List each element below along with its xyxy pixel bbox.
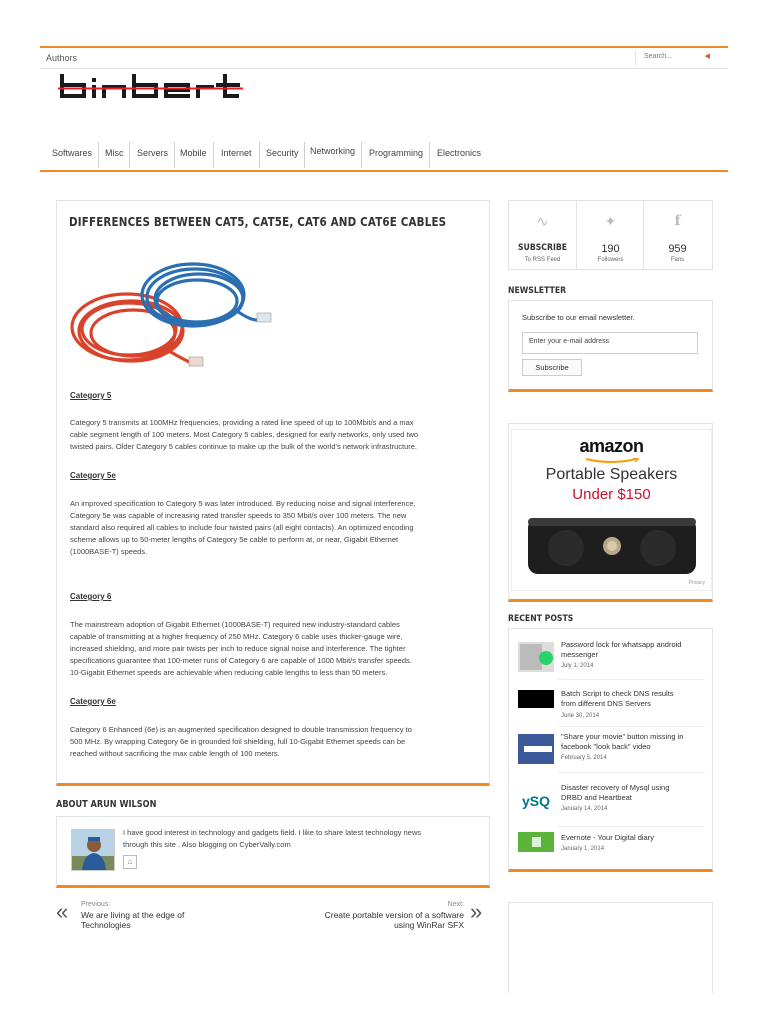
site-logo[interactable] [58,72,243,114]
recent-post-date: July 1, 2014 [561,663,594,669]
section-heading: Category 6e [70,697,116,706]
recent-post-date: February 5, 2014 [561,755,607,761]
authors-link[interactable]: Authors [46,53,78,63]
recent-post-date: January 1, 2014 [561,846,605,852]
recent-post-title: Batch Script to check DNS results from different DNS Servers [561,689,674,708]
about-author-title: ABOUT ARUN WILSON [56,799,157,810]
subscribe-button[interactable]: Subscribe [522,359,582,376]
cable-image [69,253,279,373]
nav-networking[interactable]: Networking [310,146,356,156]
author-avatar[interactable] [71,829,115,871]
post-title: DIFFERENCES BETWEEN CAT5, CAT5E, CAT6 AND CAT6E CABLES [69,215,447,229]
nav-softwares[interactable]: Softwares [52,148,93,158]
rss-subscribe[interactable]: ∿ SUBSCRIBE To RSS Feed [509,201,576,269]
chevron-right-icon[interactable]: » [470,899,483,924]
previous-post-link[interactable]: Previous: We are living at the edge of Technologies [81,901,185,930]
section-paragraph: An improved specification to Category 5 was later introduced. By reducing noise and signal interference, Category 5e was capable of increasing rated transfer speeds to 350 Mbit/s over 100 meters. The new standard also required all cables to include four twisted pairs (all eight contacts). An optimized encoding scheme allows up to 50-meter lengths of Category 5e cable to perform at, or near, Gigabit Ethernet (1000BASE-T) speeds. [70,499,416,556]
post-thumbnail [518,832,554,852]
amazon-logo: amazon [579,436,644,456]
recent-post-title: Password lock for whatsapp android messenger [561,640,682,659]
nav-electronics[interactable]: Electronics [437,148,482,158]
ad-headline: Portable Speakers [545,466,678,483]
search-submit-icon[interactable]: ◀ [704,53,710,60]
social-counter [508,200,713,270]
post-article [56,200,490,786]
twitter-followers[interactable]: ✦ 190 Followers [576,201,644,269]
search-input[interactable]: Search... [644,53,673,60]
post-thumbnail [518,734,554,764]
newsletter-widget [508,300,713,392]
rss-icon: ∿ [536,213,549,229]
post-thumbnail [518,690,554,708]
main-nav [40,140,728,172]
home-icon[interactable]: ⌂ [123,855,137,869]
email-field[interactable]: Enter your e-mail address [522,332,698,354]
recent-post-title: "Share your movie" button missing in facebook "look back" video [561,732,684,751]
next-post-link[interactable]: Next: Create portable version of a software using WinRar SFX [324,901,464,930]
speaker-image [526,512,698,578]
twitter-icon: ✦ [604,213,617,229]
section-heading: Category 5 [70,391,112,400]
top-bar [40,46,728,69]
newsletter-text: Subscribe to our email newsletter. [522,313,635,322]
facebook-fans[interactable]: f 959 Fans [643,201,711,269]
facebook-icon: f [674,213,681,229]
search-box[interactable] [635,50,728,66]
amazon-ad[interactable] [508,423,713,602]
ad-privacy[interactable]: Privacy [688,580,705,586]
post-thumbnail [518,782,554,812]
section-paragraph: Category 5 transmits at 100MHz frequencies, providing a rated line speed of up to 100Mbit/s and a max cable segment length of 100 meters. Most Category 5 cables, designed for early networks, only used two twisted pairs. Older Category 5 cables continue to make up the bulk of the world's network infrastructure. [70,418,419,451]
newsletter-title: NEWSLETTER [508,286,567,296]
sidebar-widget-empty [508,902,713,993]
chevron-left-icon[interactable]: « [56,899,69,924]
ad-price: Under $150 [572,486,651,503]
svg-text:ySQ: ySQ [522,793,551,809]
section-heading: Category 6 [70,592,112,601]
section-paragraph: The mainstream adoption of Gigabit Ethernet (1000BASE-T) required new industry-standard cables capable of transmitting at a higher frequency of 250 MHz. Category 6 cable uses thicker-gauge wire, increased shielding, and more pair twists per inch to reduce signal noise and interference. The tighter specifications guarantee that 100-meter runs of Category 6 are capable of 1000 Mbit/s transfer speeds. 10-Gigabit Ethernet speeds are achievable when reducing cable lengths to less than 50 meters. [70,620,412,677]
nav-misc[interactable]: Misc [105,148,124,158]
recent-posts-title: RECENT POSTS [508,614,574,624]
nav-security[interactable]: Security [266,148,299,158]
post-thumbnail [518,642,554,672]
recent-post-date: January 14, 2014 [561,806,608,812]
nav-servers[interactable]: Servers [137,148,169,158]
nav-internet[interactable]: Internet [221,148,252,158]
recent-post-date: June 30, 2014 [561,713,600,719]
recent-post-title: Evernote - Your Digital diary [561,833,654,842]
author-bio: I have good interest in technology and gadgets field. I like to share latest technology news through this site . Also blogging on CyberVally.com [123,828,422,849]
recent-post-title: Disaster recovery of Mysql using DRBD and Heartbeat [561,783,670,802]
amazon-smile-icon [584,458,640,464]
section-paragraph: Category 6 Enhanced (6e) is an augmented specification designed to double transmission frequency to 500 MHz. By wrapping Category 6e in grounded foil shielding, full 10-Gigabit Ethernet speeds can be reached without sacrificing the max cable length of 100 meters. [70,725,412,758]
author-box [56,816,490,888]
nav-mobile[interactable]: Mobile [180,148,207,158]
section-heading: Category 5e [70,471,116,480]
nav-programming[interactable]: Programming [369,148,424,158]
